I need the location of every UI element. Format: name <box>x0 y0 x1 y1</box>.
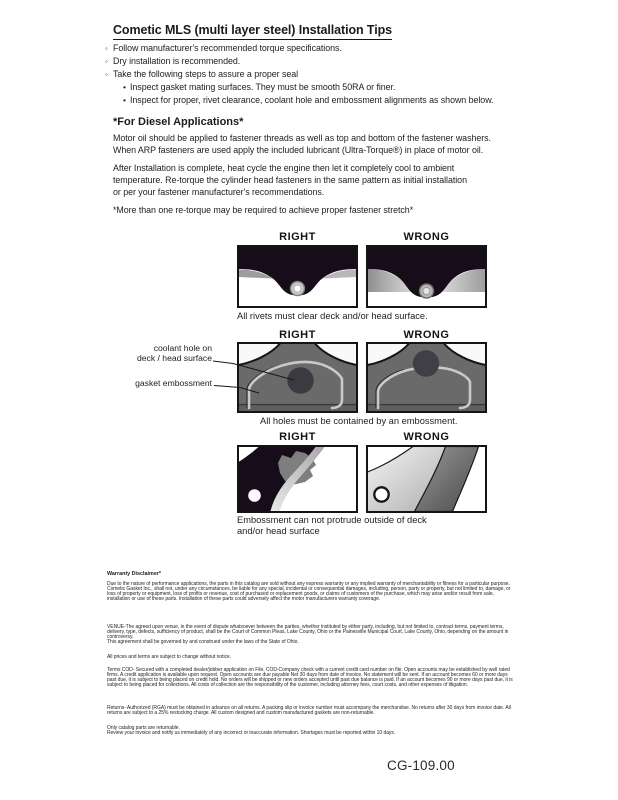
bolt-hole <box>374 487 388 501</box>
gasket-embossment-callout: gasket embossment <box>135 378 212 388</box>
tip-bullet-2-text: Dry installation is recommended. <box>113 56 241 66</box>
catalog-returns-note <box>107 726 516 736</box>
tip-bullet-3 <box>105 69 525 81</box>
row3-caption-line1: Embossment can not protrude outside of deck <box>237 515 427 525</box>
bolt-hole <box>248 489 261 502</box>
governing-law-text: This agreement shall be governed by and construed under the laws of the State of Ohio. <box>107 639 299 646</box>
diesel-heading: *For Diesel Applications* <box>113 116 244 128</box>
tip-bullet-2 <box>105 56 525 68</box>
diagram-hole-right <box>237 342 358 413</box>
diesel-paragraph-1-line1: Motor oil should be applied to fastener threads as well as top and bottom of the fastener washers. <box>113 133 491 143</box>
page-title: Cometic MLS (multi layer steel) Installation Tips <box>113 23 392 40</box>
row3-caption <box>237 515 427 537</box>
tip-bullet-1-text: Follow manufacturer's recommended torque specifications. <box>113 43 342 53</box>
rivet-right-diagram <box>237 245 358 308</box>
hole-wrong-diagram <box>366 342 487 413</box>
diesel-paragraph-2 <box>113 163 533 198</box>
diesel-paragraph-2-line1: After Installation is complete, heat cycle the engine then let it completely cool to ambient <box>113 163 455 173</box>
diagram-protrusion-wrong <box>366 445 487 513</box>
protrusion-wrong-diagram <box>366 445 487 513</box>
open-bullet-icon: ◦ <box>105 70 108 79</box>
catalog-returns-line1: Only catalog parts are returnable. <box>107 725 180 731</box>
rivet-wrong-diagram <box>366 245 487 308</box>
tip-sub-bullet-1 <box>123 82 533 94</box>
row2-right-label: RIGHT <box>279 329 316 341</box>
diesel-paragraph-2-line3: or per your fastener manufacturer's recommendations. <box>113 186 325 197</box>
catalog-returns-line2: Review your invoice and notify us immediately of any incorrect or inaccurate information. Shortages must be reported within 10 days. <box>107 730 396 737</box>
hole-right-diagram <box>237 342 358 413</box>
returns-paragraph: Returns- Authorized (RGA) must be obtained in advance on all returns. A packing slip or invoice number must accompany the merchandise. No returns after 30 days from invoice date. All returns are subject to a 25% restocking charge. All custom designed and custom manufactured gaskets are non-returnable. <box>107 705 511 717</box>
open-bullet-icon: ◦ <box>105 44 108 53</box>
diagram-rivet-right <box>237 245 358 308</box>
warranty-paragraph-1: Due to the nature of performance applications, the parts in this catalog are sold without any express warranty or any implied warranty of merchantability or fitness for a particular purpose. Cometic Gasket Inc., shall not, under any circumstances, be liable for any special, incidental or consequential damages, including, person, party or property, but not limited to, damage, or loss of property or equipment, loss of profits or revenue, cost of purchased or replacement goods, or claims of customers of the purchase, which may arise and/or result from sale, installation or use of these parts. Installation of these parts could adversely affect the motor manufacturers warranty coverage. <box>107 581 511 603</box>
prices-notice: All prices and terms are subject to change without notice. <box>107 654 232 660</box>
tip-sub-bullet-2 <box>123 95 533 107</box>
venue-paragraph-text: VENUE-The agreed upon venue, in the event of dispute whatsoever between the parties, whether instituted by either party, including, but not limited to, contract terms, payment terms, delivery, type, defects, sufficiency of product, shall be the Court of Common Pleas, Lake County, Ohio or the Painesville Municipal Court, Lake County, Ohio, depending on the amount in controversy. <box>107 624 509 641</box>
venue-paragraph <box>107 625 516 645</box>
diagram-protrusion-right <box>237 445 358 513</box>
tip-sub-bullet-2-text: Inspect for proper, rivet clearance, coolant hole and embossment alignments as shown below. <box>130 95 494 105</box>
tip-sub-bullet-1-text: Inspect gasket mating surfaces. They must be smooth 50RA or finer. <box>130 82 396 92</box>
row3-wrong-label: WRONG <box>403 431 450 443</box>
row1-wrong-label: WRONG <box>403 231 450 243</box>
open-bullet-icon: ◦ <box>105 57 108 66</box>
coolant-hole-callout-line2: deck / head surface <box>136 352 212 363</box>
warranty-heading: Warranty Disclaimer* <box>107 571 162 577</box>
row3-right-label: RIGHT <box>279 431 316 443</box>
diesel-paragraph-2-line2: temperature. Re-torque the cylinder head fasteners in the same pattern as initial installation <box>113 174 467 185</box>
retorque-note: *More than one re-torque may be required to achieve proper fastener stretch* <box>113 205 414 215</box>
row2-caption: All holes must be contained by an embossment. <box>260 416 458 426</box>
diesel-paragraph-1-line2: When ARP fasteners are used apply the included lubricant (Ultra-Torque®) in place of motor oil. <box>113 144 484 155</box>
diagram-hole-wrong <box>366 342 487 413</box>
protrusion-right-diagram <box>237 445 358 513</box>
row2-wrong-label: WRONG <box>403 329 450 341</box>
coolant-hole <box>287 367 313 393</box>
tip-bullet-3-text: Take the following steps to assure a proper seal <box>113 69 299 79</box>
dot-bullet-icon: • <box>123 82 126 92</box>
diagram-rivet-wrong <box>366 245 487 308</box>
coolant-hole <box>413 350 439 376</box>
coolant-hole-callout-line1: coolant hole on <box>153 343 212 353</box>
diesel-paragraph-1 <box>113 133 533 157</box>
row3-caption-line2: and/or head surface <box>237 525 320 536</box>
terms-cod-paragraph: Terms COD- Secured with a completed dealer/jobber application on File, COD-Company check with a current credit card number on file. Open accounts may be established by well rated firms. A credit application is available upon request. Open accounts are due payable Net 30 days from date of invoice. No statement will be sent. If an account becomes 60 or more days past due, it is subject to being placed on credit hold. No orders will be shipped or new orders accepted until past due balance is paid. If an account becomes 90 or more days past due, it is subject to being placed for collections. All costs of collection are the responsibility of the customer, including attorney fees, court costs, and other expenses of litigation. <box>107 667 513 689</box>
dot-bullet-icon: • <box>123 95 126 105</box>
coolant-hole-callout <box>100 344 212 364</box>
row1-right-label: RIGHT <box>279 231 316 243</box>
page-code: CG-109.00 <box>387 758 455 773</box>
row1-caption: All rivets must clear deck and/or head surface. <box>237 311 428 321</box>
tip-bullet-1 <box>105 43 525 55</box>
